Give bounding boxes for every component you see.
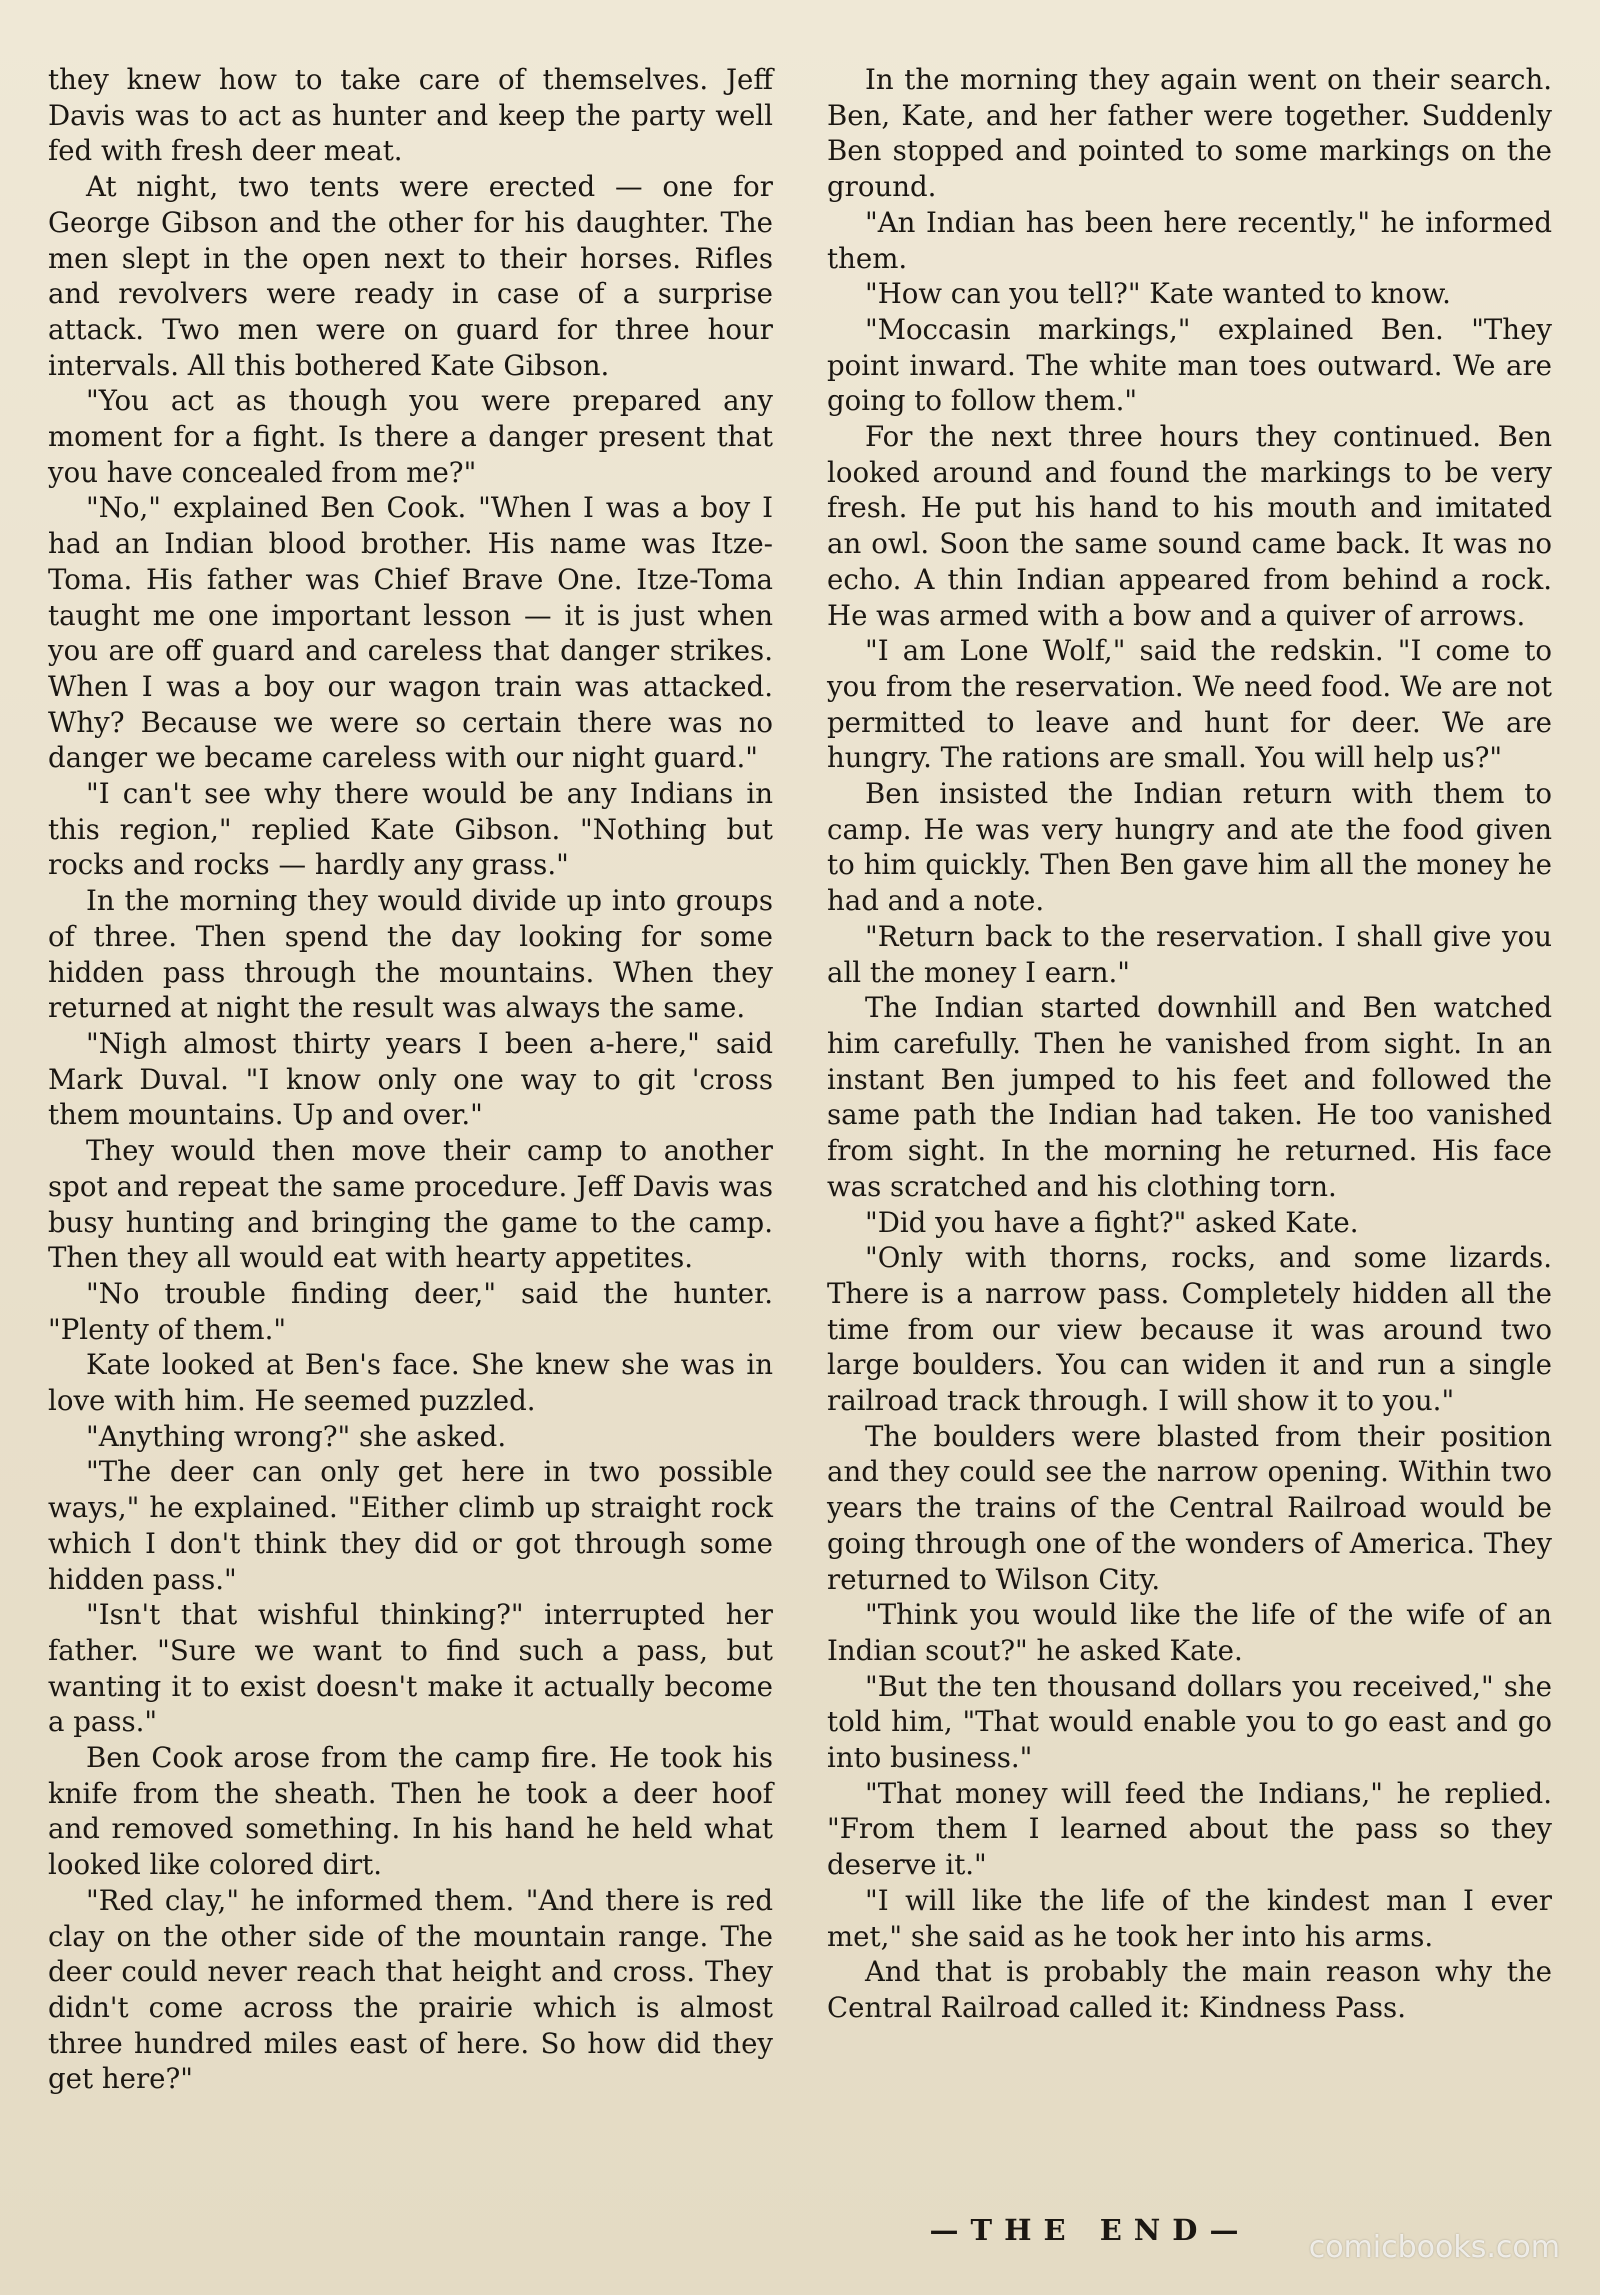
paragraph: At night, two tents were erected — one for George Gibson and the other for his daughter. The men slept in the open next to their horses. Rifles and revolvers were ready in case of a surprise attack. Two men were on guard for three hour intervals. All this bothered Kate Gibson. bbox=[48, 170, 773, 382]
paragraph: "No," explained Ben Cook. "When I was a boy I had an Indian blood brother. His name was Itze-Toma. His father was Chief Brave One. Itze-Toma taught me one important lesson — it is just when you are off guard and careless that danger strikes. When I was a boy our wagon train was attacked. Why? Because we were so certain there was no danger we became careless with our night guard." bbox=[48, 491, 773, 775]
paragraph: "No trouble finding deer," said the hunter. "Plenty of them." bbox=[48, 1276, 773, 1346]
paragraph: For the next three hours they continued. Ben looked around and found the markings to be very fresh. He put his hand to his mouth and imitated an owl. Soon the same sound came back. It was no echo. A thin Indian appeared from behind a rock. He was armed with a bow and a quiver of arrows. bbox=[827, 420, 1552, 632]
the-end-label: —THE END— bbox=[929, 2213, 1251, 2247]
paragraph: "I will like the life of the kindest man I ever met," she said as he took her into his arms. bbox=[827, 1883, 1552, 1953]
paragraph: In the morning they would divide up into groups of three. Then spend the day looking for some hidden pass through the mountains. When they returned at night the result was always the same. bbox=[48, 884, 773, 1025]
right-column bbox=[827, 62, 1552, 2097]
left-column bbox=[48, 62, 773, 2097]
paragraph: Ben Cook arose from the camp fire. He took his knife from the sheath. Then he took a deer hoof and removed something. In his hand he held what looked like colored dirt. bbox=[48, 1741, 773, 1882]
paragraph: "An Indian has been here recently," he informed them. bbox=[827, 205, 1552, 275]
paragraph: They would then move their camp to another spot and repeat the same procedure. Jeff Davis was busy hunting and bringing the game to the camp. Then they all would eat with hearty appetites. bbox=[48, 1134, 773, 1275]
text-columns bbox=[48, 62, 1552, 2097]
paragraph: "The deer can only get here in two possible ways," he explained. "Either climb up straight rock which I don't think they did or got through some hidden pass." bbox=[48, 1455, 773, 1596]
paragraph: "That money will feed the Indians," he replied. "From them I learned about the pass so they deserve it." bbox=[827, 1776, 1552, 1882]
paragraph: "I am Lone Wolf," said the redskin. "I come to you from the reservation. We need food. We are not permitted to leave and hunt for deer. We are hungry. The rations are small. You will help us?" bbox=[827, 634, 1552, 775]
paragraph: "Red clay," he informed them. "And there is red clay on the other side of the mountain range. The deer could never reach that height and cross. They didn't come across the prairie which is almost three hundred miles east of here. So how did they get here?" bbox=[48, 1883, 773, 2096]
paragraph: "Think you would like the life of the wife of an Indian scout?" he asked Kate. bbox=[827, 1598, 1552, 1667]
paragraph: "Return back to the reservation. I shall give you all the money I earn." bbox=[827, 919, 1552, 989]
paragraph: Ben insisted the Indian return with them to camp. He was very hungry and ate the food given to him quickly. Then Ben gave him all the money he had and a note. bbox=[827, 777, 1552, 918]
paragraph: "Moccasin markings," explained Ben. "They point inward. The white man toes outward. We are going to follow them." bbox=[827, 312, 1552, 418]
paragraph: "But the ten thousand dollars you received," she told him, "That would enable you to go east and go into business." bbox=[827, 1669, 1552, 1775]
paragraph: Kate looked at Ben's face. She knew she was in love with him. He seemed puzzled. bbox=[48, 1348, 773, 1418]
paragraph: "Isn't that wishful thinking?" interrupted her father. "Sure we want to find such a pass, but wanting it to exist doesn't make it actually become a pass." bbox=[48, 1598, 773, 1739]
paragraph: And that is probably the main reason why the Central Railroad called it: Kindness Pass. bbox=[827, 1955, 1552, 2024]
paragraph: they knew how to take care of themselves. Jeff Davis was to act as hunter and keep the party well fed with fresh deer meat. bbox=[48, 63, 773, 168]
paragraph: "I can't see why there would be any Indians in this region," replied Kate Gibson. "Nothing but rocks and rocks — hardly any grass." bbox=[48, 777, 773, 882]
paragraph: "Did you have a fight?" asked Kate. bbox=[865, 1205, 1359, 1239]
paragraph: The Indian started downhill and Ben watched him carefully. Then he vanished from sight. In an instant Ben jumped to his feet and followed the same path the Indian had taken. He too vanished from sight. In the morning he returned. His face was scratched and his clothing torn. bbox=[827, 991, 1552, 1203]
paragraph: "How can you tell?" Kate wanted to know. bbox=[865, 277, 1451, 311]
paragraph: "Nigh almost thirty years I been a-here," said Mark Duval. "I know only one way to git 'cross them mountains. Up and over." bbox=[48, 1026, 773, 1132]
paragraph: "Only with thorns, rocks, and some lizards. There is a narrow pass. Completely hidden all the time from our view because it was around two large boulders. You can widen it and run a single railroad track through. I will show it to you." bbox=[827, 1241, 1552, 1418]
paragraph: In the morning they again went on their search. Ben, Kate, and her father were together. Suddenly Ben stopped and pointed to some markings on the ground. bbox=[827, 63, 1552, 204]
paragraph: "You act as though you were prepared any moment for a fight. Is there a danger present that you have concealed from me?" bbox=[48, 384, 773, 489]
site-watermark: comicbooks.com bbox=[1308, 2230, 1560, 2265]
paragraph: The boulders were blasted from their position and they could see the narrow opening. Within two years the trains of the Central Railroad would be going through one of the wonders of America. They returned to Wilson City. bbox=[827, 1419, 1552, 1596]
paragraph: "Anything wrong?" she asked. bbox=[86, 1419, 507, 1453]
